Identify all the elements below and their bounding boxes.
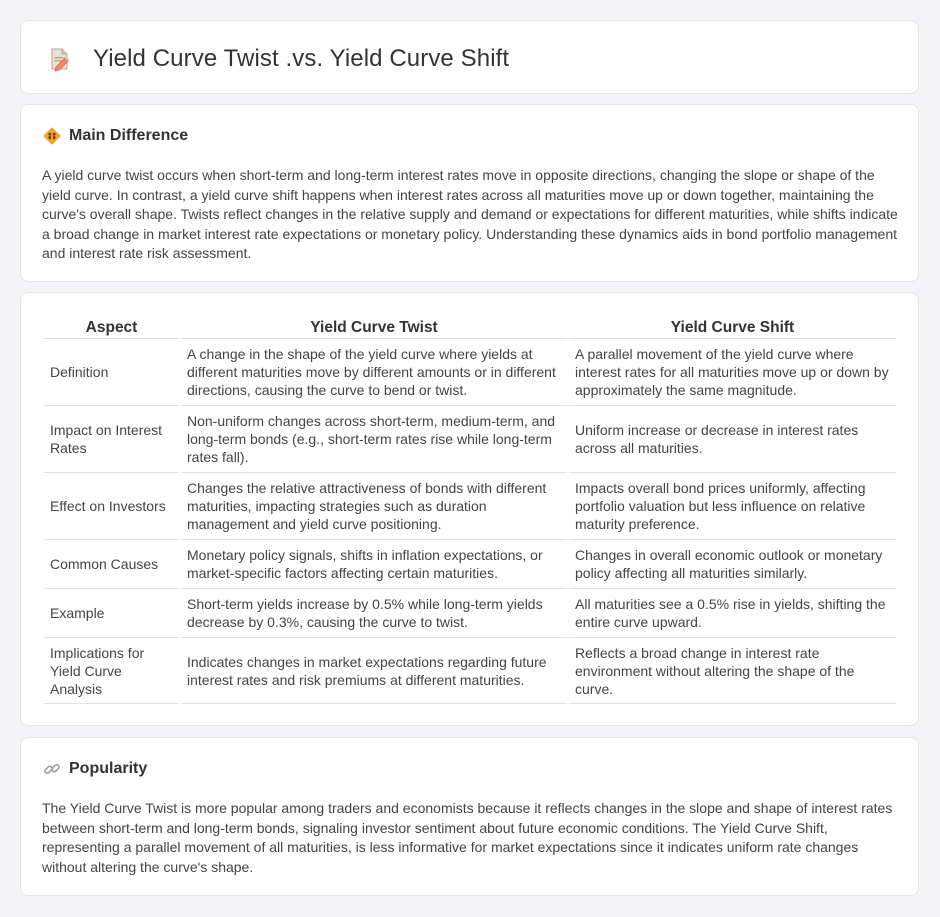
page-title: Yield Curve Twist .vs. Yield Curve Shift	[93, 45, 510, 72]
comparison-table	[42, 317, 898, 704]
header-aspect: Aspect	[44, 317, 179, 339]
table-row	[44, 638, 896, 704]
row-twist: Changes the relative attractiveness of bonds with different maturities, impacting strategies such as duration management and yield curve positioning.	[181, 473, 567, 540]
row-shift: Uniform increase or decrease in interest rates across all maturities.	[569, 406, 896, 473]
header-shift: Yield Curve Shift	[569, 317, 896, 339]
diamond-people-icon	[43, 127, 61, 145]
row-aspect: Impact on Interest Rates	[44, 406, 179, 473]
link-icon	[43, 760, 61, 778]
header-twist: Yield Curve Twist	[181, 317, 567, 339]
main-difference-heading: Main Difference	[69, 127, 189, 144]
title-card	[20, 20, 919, 94]
row-shift: A parallel movement of the yield curve where interest rates for all maturities move up or down by approximately the same magnitude.	[569, 339, 896, 406]
main-difference-text: A yield curve twist occurs when short-term and long-term interest rates move in opposite directions, changing the slope or shape of the yield curve. In contrast, a yield curve shift happens when interest rates across all maturities move up or down together, maintaining the curve's overall shape. Twists reflect changes in the relative supply and demand or expectations for different maturities, while shifts indicate a broad change in market interest rate expectations or monetary policy. Understanding these dynamics aids in bond portfolio management and interest rate risk assessment.	[42, 167, 898, 262]
comparison-card	[20, 292, 919, 726]
row-shift: Impacts overall bond prices uniformly, affecting portfolio valuation but less influence on relative maturity preference.	[569, 473, 896, 540]
row-twist: Indicates changes in market expectations regarding future interest rates and risk premiums at different maturities.	[181, 638, 567, 704]
row-shift: All maturities see a 0.5% rise in yields, shifting the entire curve upward.	[569, 589, 896, 638]
row-shift: Changes in overall economic outlook or monetary policy affecting all maturities similarly.	[569, 540, 896, 589]
popularity-heading: Popularity	[69, 760, 148, 777]
row-twist: Non-uniform changes across short-term, medium-term, and long-term bonds (e.g., short-term rates rise while long-term rates fall).	[181, 406, 567, 473]
row-aspect: Effect on Investors	[44, 473, 179, 540]
row-aspect: Definition	[44, 339, 179, 406]
main-difference-header	[43, 127, 188, 145]
popularity-card	[20, 737, 919, 896]
row-twist: Monetary policy signals, shifts in inflation expectations, or market-specific factors affecting certain maturities.	[181, 540, 567, 589]
row-aspect: Example	[44, 589, 179, 638]
row-shift: Reflects a broad change in interest rate environment without altering the shape of the curve.	[569, 638, 896, 704]
table-header-row	[44, 317, 896, 339]
table-row	[44, 473, 896, 540]
table-row	[44, 589, 896, 638]
table-row	[44, 339, 896, 406]
popularity-header	[43, 760, 147, 778]
row-aspect: Common Causes	[44, 540, 179, 589]
table-row	[44, 406, 896, 473]
popularity-text: The Yield Curve Twist is more popular among traders and economists because it reflects changes in the slope and shape of interest rates between short-term and long-term bonds, signaling investor sentiment about future economic conditions. The Yield Curve Shift, representing a parallel movement of all maturities, is less informative for market expectations since it indicates uniform rate changes without altering the curve's shape.	[42, 800, 893, 875]
document-pencil-icon	[47, 46, 73, 72]
title-row	[47, 45, 509, 73]
row-aspect: Implications for Yield Curve Analysis	[44, 638, 179, 704]
table-row	[44, 540, 896, 589]
main-difference-card	[20, 104, 919, 282]
row-twist: A change in the shape of the yield curve where yields at different maturities move by different amounts or in different directions, causing the curve to bend or twist.	[181, 339, 567, 406]
row-twist: Short-term yields increase by 0.5% while long-term yields decrease by 0.3%, causing the curve to twist.	[181, 589, 567, 638]
